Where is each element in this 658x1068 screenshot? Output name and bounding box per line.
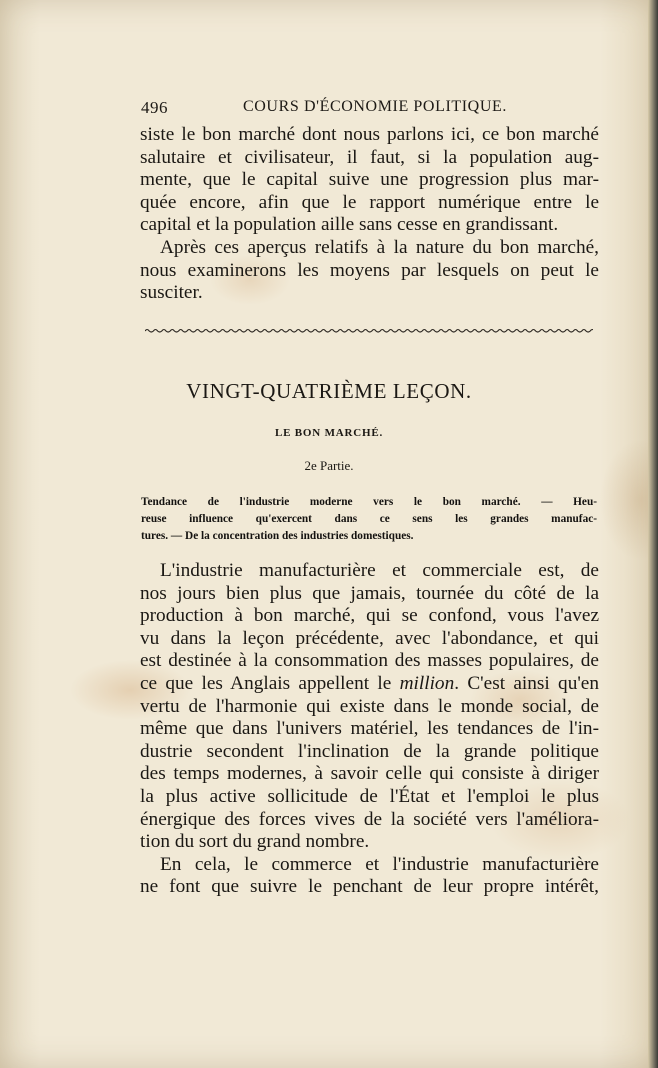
- running-head: COURS D'ÉCONOMIE POLITIQUE.: [243, 98, 507, 115]
- chapter-subtitle: LE BON MARCHÉ.: [274, 427, 384, 439]
- summary-line: tures. — De la concentration des industries domestiques.: [141, 530, 414, 542]
- text-line: nous examinerons les moyens par lesquels on peut le: [140, 259, 599, 281]
- chapter-summary: [141, 494, 597, 545]
- chapter-part: 2e Partie.: [304, 458, 354, 473]
- text-line: En cela, le commerce et l'industrie manufacturière: [160, 853, 599, 875]
- text-line: la plus active sollicitude de l'État et l'emploi le plus: [140, 785, 599, 807]
- summary-line: reuse influence qu'exercent dans ce sens les grandes manufac-: [141, 513, 597, 525]
- text-line: vertu de l'harmonie qui existe dans le monde social, de: [140, 695, 599, 717]
- page-header: [141, 98, 601, 120]
- text-line: vu dans la leçon précédente, avec l'abondance, et qui: [140, 627, 599, 649]
- paragraph-3: [140, 560, 599, 854]
- text-line: tion du sort du grand nombre.: [140, 831, 370, 853]
- text-line: production à bon marché, qui se confond, vous l'avez: [140, 605, 599, 627]
- text-line: dustrie secondent l'inclination de la grande politique: [140, 740, 599, 762]
- paragraph-1: [140, 124, 599, 237]
- text-line: susciter.: [140, 282, 203, 304]
- text-line: capital et la population aille sans cesse en grandissant.: [140, 214, 559, 236]
- text-fragment: . C'est ainsi qu'en: [454, 672, 600, 694]
- text-line: ne font que suivre le penchant de leur propre intérêt,: [140, 876, 599, 898]
- text-line: siste le bon marché dont nous parlons ici, ce bon marché: [140, 124, 599, 145]
- text-line-with-italic: [140, 673, 599, 696]
- text-block-top: [140, 124, 599, 305]
- text-block-bottom: [140, 560, 599, 899]
- text-line: nos jours bien plus que jamais, tournée du côté de la: [140, 582, 599, 604]
- text-line: des temps modernes, à savoir celle qui consiste à diriger: [140, 763, 599, 785]
- text-line: énergique des forces vives de la société vers l'améliora-: [140, 808, 599, 830]
- summary-line: Tendance de l'industrie moderne vers le bon marché. — Heu-: [141, 496, 597, 508]
- text-line: même que dans l'univers matériel, les tendances de l'in-: [140, 718, 599, 740]
- paragraph-2: [140, 237, 599, 305]
- wavy-separator: [145, 320, 593, 338]
- text-fragment: ce que les Anglais appellent le: [140, 672, 400, 694]
- separator-wave: [145, 330, 593, 333]
- text-line: quée encore, afin que le rapport numérique entre le: [140, 191, 599, 213]
- text-line: L'industrie manufacturière et commerciale est, de: [160, 560, 599, 581]
- text-line: mente, que le capital suive une progression plus mar-: [140, 169, 599, 191]
- chapter-title: VINGT-QUATRIÈME LEÇON.: [186, 379, 472, 403]
- page-edge: [648, 0, 658, 1068]
- text-line: salutaire et civilisateur, il faut, si la population aug-: [140, 146, 599, 168]
- text-line: Après ces aperçus relatifs à la nature du bon marché,: [160, 236, 599, 258]
- paragraph-4: [140, 854, 599, 899]
- text-line: est destinée à la consommation des masses populaires, de: [140, 650, 599, 672]
- page-number: 496: [141, 98, 168, 117]
- italic-word: million: [399, 672, 455, 694]
